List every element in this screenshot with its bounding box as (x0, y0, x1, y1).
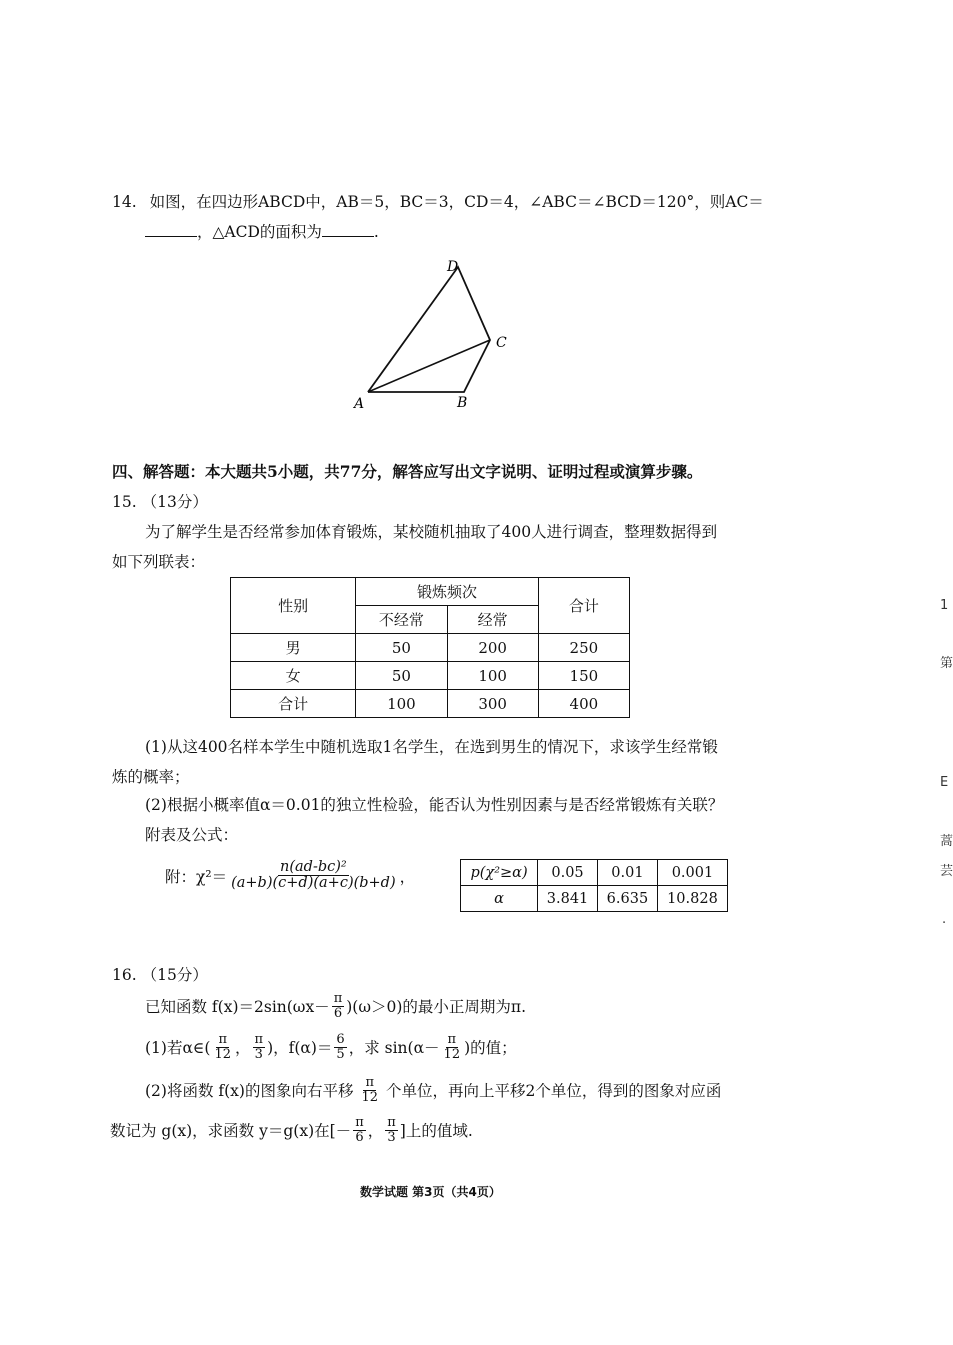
header-frequency: 锻炼频次 (356, 578, 538, 606)
q15-score: （13分） (141, 493, 208, 511)
vertex-c-label: C (496, 335, 507, 351)
vertex-d-label: D (447, 259, 459, 275)
q14-number: 14. (112, 193, 137, 211)
formula-prefix: 附：χ²＝ (165, 867, 228, 886)
q16-given-b: )(ω＞0)的最小正周期为π. (346, 998, 526, 1017)
cell-value: 400 (538, 690, 629, 718)
q15-intro-1: 为了解学生是否经常参加体育锻炼，某校随机抽取了400人进行调查，整理数据得到 (145, 523, 718, 541)
q16-p2-d: ]上的值域. (399, 1122, 473, 1141)
table-row (231, 634, 630, 662)
q16-given (145, 992, 526, 1020)
q16-p1-b: )，f(α)＝ (267, 1039, 333, 1058)
fraction-pi-12 (212, 1033, 233, 1061)
q16-header (112, 963, 208, 985)
table-row (231, 690, 630, 718)
cell-value: 250 (538, 634, 629, 662)
q15-appendix: 附表及公式： (145, 826, 239, 844)
p-label: p(χ²≥α) (461, 860, 538, 886)
q15-intro-2: 如下列联表： (112, 553, 206, 571)
vertex-a-label: A (354, 396, 365, 412)
frac-num: π (254, 1032, 264, 1047)
q14-answer-blank-2 (322, 222, 374, 237)
alpha-label: α (461, 886, 538, 912)
formula-denominator: (a+b)(c+d)(a+c)(b+d) (231, 875, 396, 892)
table-row (461, 860, 728, 886)
edge-mark: 第 (940, 656, 953, 671)
fraction-pi-3 (253, 1033, 266, 1061)
frac-den: 3 (254, 1046, 263, 1062)
p-value: 0.05 (538, 860, 598, 886)
q15-header (112, 490, 208, 512)
frac-num: π (447, 1032, 457, 1047)
quadrilateral-figure (340, 255, 530, 415)
q16-p1-d: )的值； (464, 1039, 517, 1058)
q16-part2-line1 (145, 1076, 721, 1104)
cell-value: 100 (356, 690, 447, 718)
q15-part1-line2: 炼的概率； (112, 768, 190, 786)
fraction-pi-12 (442, 1033, 463, 1061)
alpha-value: 6.635 (597, 886, 657, 912)
cell-value: 50 (356, 634, 447, 662)
q15-part2: (2)根据小概率值α＝0.01的独立性检验，能否认为性别因素与是否经常锻炼有关联？ (145, 796, 724, 814)
q16-p1-comma: ， (235, 1039, 251, 1058)
section-heading: 四、解答题：本大题共5小题，共77分，解答应写出文字说明、证明过程或演算步骤。 (112, 462, 703, 481)
header-total: 合计 (538, 578, 629, 634)
q16-p2-comma: ， (367, 1122, 384, 1141)
q16-given-a: 已知函数 f(x)＝2sin(ωx－ (145, 998, 330, 1017)
table-row (231, 662, 630, 690)
critical-value-table (460, 859, 728, 912)
cell-value: 200 (447, 634, 538, 662)
frac-den: 12 (214, 1046, 231, 1062)
quadrilateral-outline (368, 267, 490, 392)
q16-p1-c: ，求 sin(α－ (348, 1039, 440, 1058)
vertex-b-label: B (457, 395, 468, 411)
frac-den: 12 (443, 1046, 461, 1062)
formula-fraction (229, 860, 398, 891)
cell-value: 150 (538, 662, 629, 690)
cell-value: 300 (447, 690, 538, 718)
fraction-pi-6 (332, 992, 345, 1020)
q16-part1 (145, 1033, 517, 1061)
q14-line2-end: . (373, 223, 379, 241)
q16-score: （15分） (141, 966, 208, 984)
frac-num: π (387, 1115, 396, 1130)
chi-square-formula (165, 860, 415, 891)
p-value: 0.001 (657, 860, 727, 886)
frac-num: π (218, 1032, 227, 1047)
contingency-table (230, 577, 630, 718)
q15-part1-line1: (1)从这400名样本学生中随机选取1名学生，在选到男生的情况下，求该学生经常锻 (145, 738, 718, 756)
frac-num: 6 (336, 1032, 345, 1047)
table-row (461, 886, 728, 912)
cell-value: 100 (447, 662, 538, 690)
frac-den: 5 (336, 1046, 345, 1062)
q14-line2 (145, 220, 379, 242)
frac-den: 6 (355, 1129, 364, 1145)
fraction-6-5 (334, 1033, 346, 1061)
q16-p2-a: (2)将函数 f(x)的图象向右平移 (145, 1082, 354, 1101)
edge-mark: 芸 (940, 864, 953, 879)
formula-numerator: n(ad-bc)² (280, 859, 347, 875)
header-gender: 性别 (231, 578, 356, 634)
edge-mark: · (942, 916, 947, 931)
frac-num: π (333, 991, 343, 1006)
fraction-pi-6 (353, 1116, 366, 1144)
header-often: 经常 (447, 606, 538, 634)
cell-value: 50 (356, 662, 447, 690)
q16-p2-c: 数记为 g(x)，求函数 y＝g(x)在[－ (110, 1122, 352, 1141)
q14-text: 如图，在四边形ABCD中，AB＝5，BC＝3，CD＝4，∠ABC＝∠BCD＝120°，则AC＝ (149, 193, 764, 211)
frac-den: 12 (361, 1089, 379, 1105)
row-label: 女 (231, 662, 356, 690)
q16-part2-line2 (110, 1116, 473, 1144)
frac-num: π (355, 1115, 364, 1130)
q14-line1 (112, 190, 764, 212)
q16-number: 16. (112, 966, 137, 984)
page-footer: 数学试题 第3页（共4页） (360, 1185, 501, 1199)
p-value: 0.01 (597, 860, 657, 886)
edge-mark: 1 (940, 598, 949, 613)
frac-den: 3 (387, 1129, 396, 1145)
q14-line2-mid: ，△ACD的面积为 (197, 223, 322, 241)
frac-den: 6 (333, 1005, 343, 1021)
q15-number: 15. (112, 493, 137, 511)
formula-suffix: ， (399, 867, 416, 886)
q14-answer-blank-1 (145, 222, 197, 237)
alpha-value: 3.841 (538, 886, 598, 912)
alpha-value: 10.828 (657, 886, 727, 912)
row-label: 男 (231, 634, 356, 662)
edge-mark: E (940, 775, 949, 790)
fraction-pi-12 (359, 1076, 380, 1104)
row-label: 合计 (231, 690, 356, 718)
q16-p1-a: (1)若α∈( (145, 1039, 211, 1058)
q16-p2-b: 个单位，再向上平移2个单位，得到的图象对应函 (386, 1082, 722, 1101)
frac-num: π (365, 1075, 375, 1090)
edge-mark: 蒿 (940, 834, 953, 849)
fraction-pi-3 (385, 1116, 398, 1144)
header-not-often: 不经常 (356, 606, 447, 634)
